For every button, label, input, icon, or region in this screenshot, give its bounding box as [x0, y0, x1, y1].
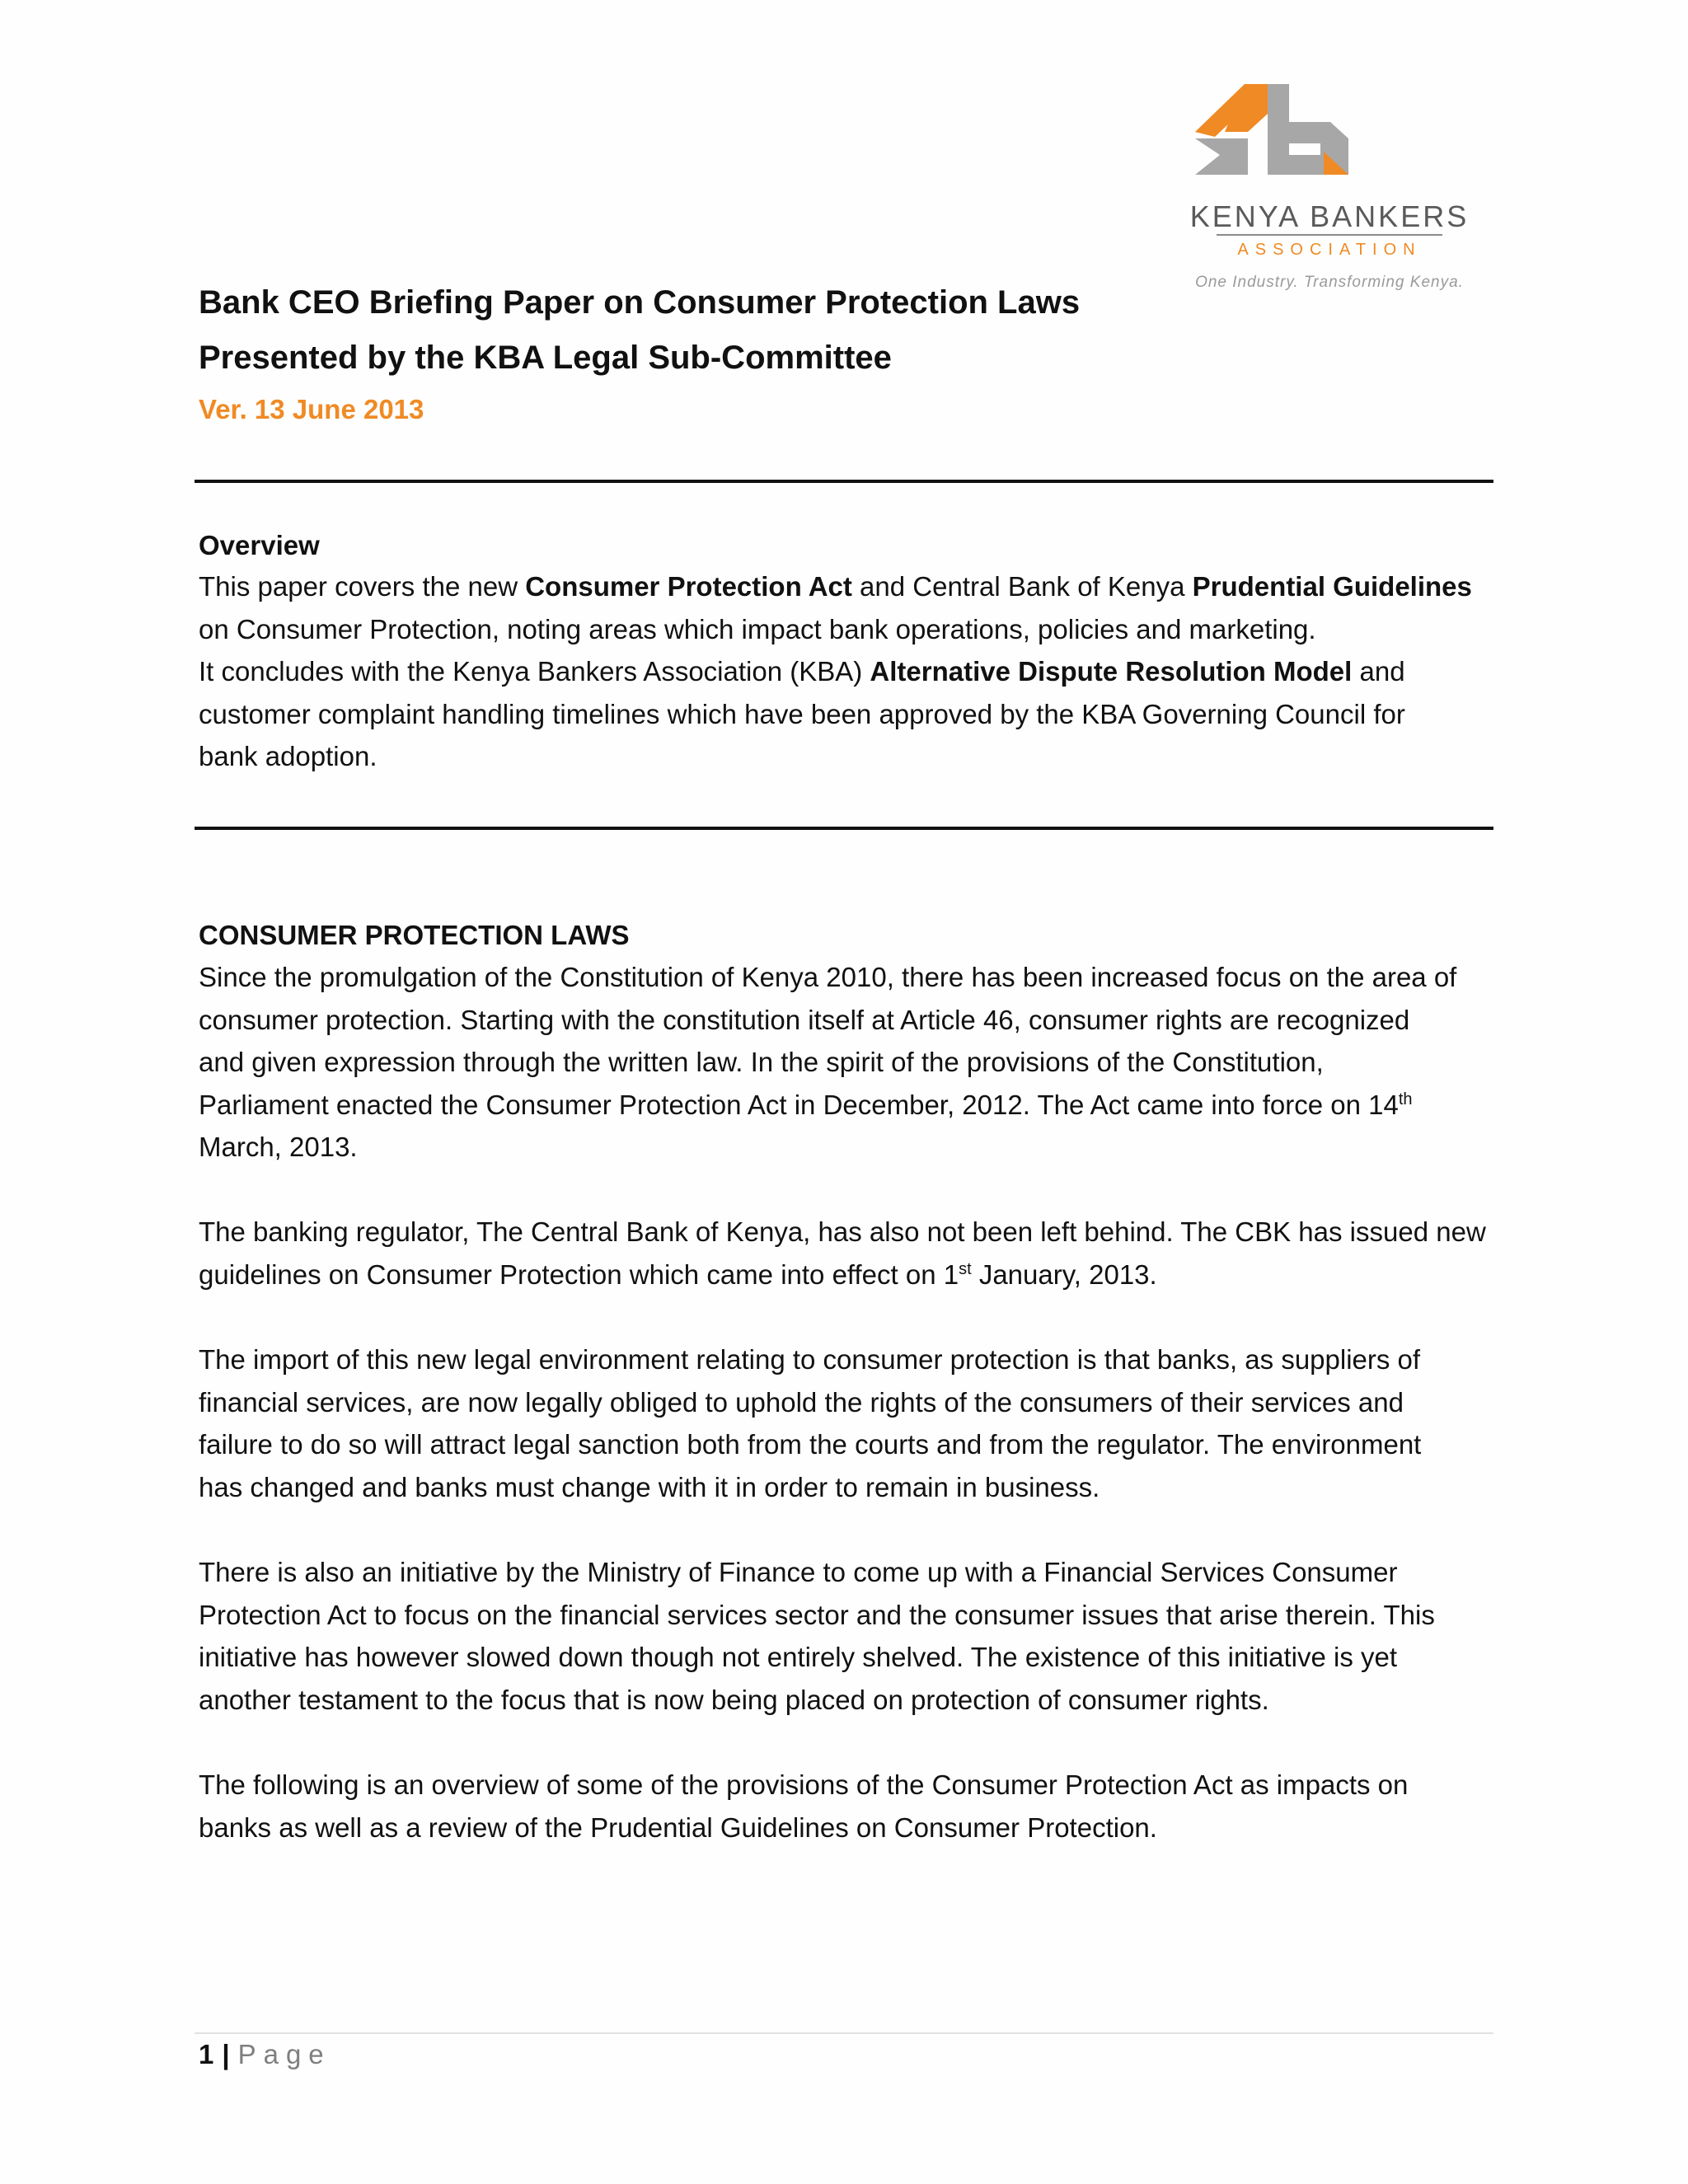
text-run: and Central Bank of Kenya — [851, 571, 1193, 602]
paragraph-line: Since the promulgation of the Constitution of Kenya 2010, there has been increased focus on the area of — [199, 962, 1457, 992]
overview-line — [199, 565, 1509, 608]
document-title-line-1: Bank CEO Briefing Paper on Consumer Protection Laws — [199, 284, 1081, 321]
footer-separator: | — [222, 2039, 230, 2069]
body-paragraph-2 — [199, 1211, 1509, 1296]
overview-paragraph — [199, 565, 1509, 778]
text-run: and — [1352, 656, 1405, 687]
overview-line: customer complaint handling timelines which have been approved by the KBA Governing Council for — [199, 698, 1405, 729]
body-paragraph-1 — [199, 956, 1509, 1169]
body-paragraph-3 — [199, 1338, 1509, 1508]
overview-line: on Consumer Protection, noting areas which impact bank operations, policies and marketing. — [199, 613, 1316, 644]
bold-term-adr-model: Alternative Dispute Resolution Model — [870, 656, 1353, 687]
bold-term-consumer-protection-act: Consumer Protection Act — [525, 571, 852, 602]
kba-logo — [1162, 73, 1497, 303]
kba-logo-mark-icon — [1162, 73, 1497, 188]
paragraph-line: There is also an initiative by the Ministry of Finance to come up with a Financial Services Consumer — [199, 1557, 1398, 1587]
paragraph-line: another testament to the focus that is now being placed on protection of consumer rights. — [199, 1684, 1269, 1715]
overview-heading: Overview — [199, 530, 320, 560]
page-footer — [199, 2039, 331, 2070]
paragraph-line: failure to do so will attract legal sanction both from the courts and from the regulator. The environment — [199, 1429, 1422, 1460]
overview-line: bank adoption. — [199, 741, 377, 772]
paragraph-line — [199, 1084, 1509, 1127]
paragraph-line: consumer protection. Starting with the constitution itself at Article 46, consumer rights are recognized — [199, 1004, 1410, 1035]
ordinal-superscript: th — [1398, 1090, 1413, 1108]
paragraph-line: has changed and banks must change with it in order to remain in business. — [199, 1471, 1100, 1502]
paragraph-line: financial services, are now legally obliged to uphold the rights of the consumers of their services and — [199, 1386, 1404, 1418]
paragraph-line: Protection Act to focus on the financial services sector and the consumer issues that arise therein. This — [199, 1599, 1435, 1630]
logo-tagline: One Industry. Transforming Kenya. — [1195, 274, 1464, 291]
ordinal-superscript: st — [959, 1259, 972, 1278]
logo-organization-name: KENYA BANKERS — [1189, 199, 1470, 233]
bold-term-prudential-guidelines: Prudential Guidelines — [1192, 571, 1472, 602]
document-version: Ver. 13 June 2013 — [199, 394, 424, 424]
consumer-protection-laws-heading: CONSUMER PROTECTION LAWS — [199, 920, 630, 950]
paragraph-line: The following is an overview of some of the provisions of the Consumer Protection Act as impacts on — [199, 1769, 1409, 1800]
horizontal-divider-bottom — [195, 827, 1493, 830]
text-run: This paper covers the new — [199, 571, 526, 602]
paragraph-line: initiative has however slowed down though not entirely shelved. The existence of this initiative is yet — [199, 1642, 1398, 1673]
paragraph-line — [199, 1254, 1509, 1296]
paragraph-line: The import of this new legal environment relating to consumer protection is that banks, as suppliers of — [199, 1344, 1421, 1375]
horizontal-divider-top — [195, 480, 1493, 483]
logo-association-word: ASSOCIATION — [1237, 241, 1422, 259]
paragraph-line: The banking regulator, The Central Bank of Kenya, has also not been left behind. The CBK has issued new — [199, 1216, 1486, 1247]
paragraph-line: March, 2013. — [199, 1132, 358, 1163]
text-run: guidelines on Consumer Protection which came into effect on 1 — [199, 1258, 959, 1290]
text-run: It concludes with the Kenya Bankers Association (KBA) — [199, 656, 870, 687]
footer-divider — [195, 2032, 1493, 2034]
logo-divider — [1217, 234, 1442, 236]
paragraph-line: and given expression through the written law. In the spirit of the provisions of the Constitution, — [199, 1047, 1324, 1078]
document-title-line-2: Presented by the KBA Legal Sub-Committee — [199, 340, 892, 376]
body-paragraph-4 — [199, 1551, 1509, 1721]
text-run: Parliament enacted the Consumer Protection Act in December, 2012. The Act came into force on 14 — [199, 1089, 1399, 1120]
paragraph-line: banks as well as a review of the Prudential Guidelines on Consumer Protection. — [199, 1811, 1157, 1843]
page-label: Page — [237, 2039, 331, 2069]
page-number: 1 — [199, 2039, 214, 2069]
body-paragraph-5 — [199, 1764, 1509, 1849]
text-run: January, 2013. — [971, 1258, 1157, 1290]
overview-line — [199, 650, 1509, 693]
